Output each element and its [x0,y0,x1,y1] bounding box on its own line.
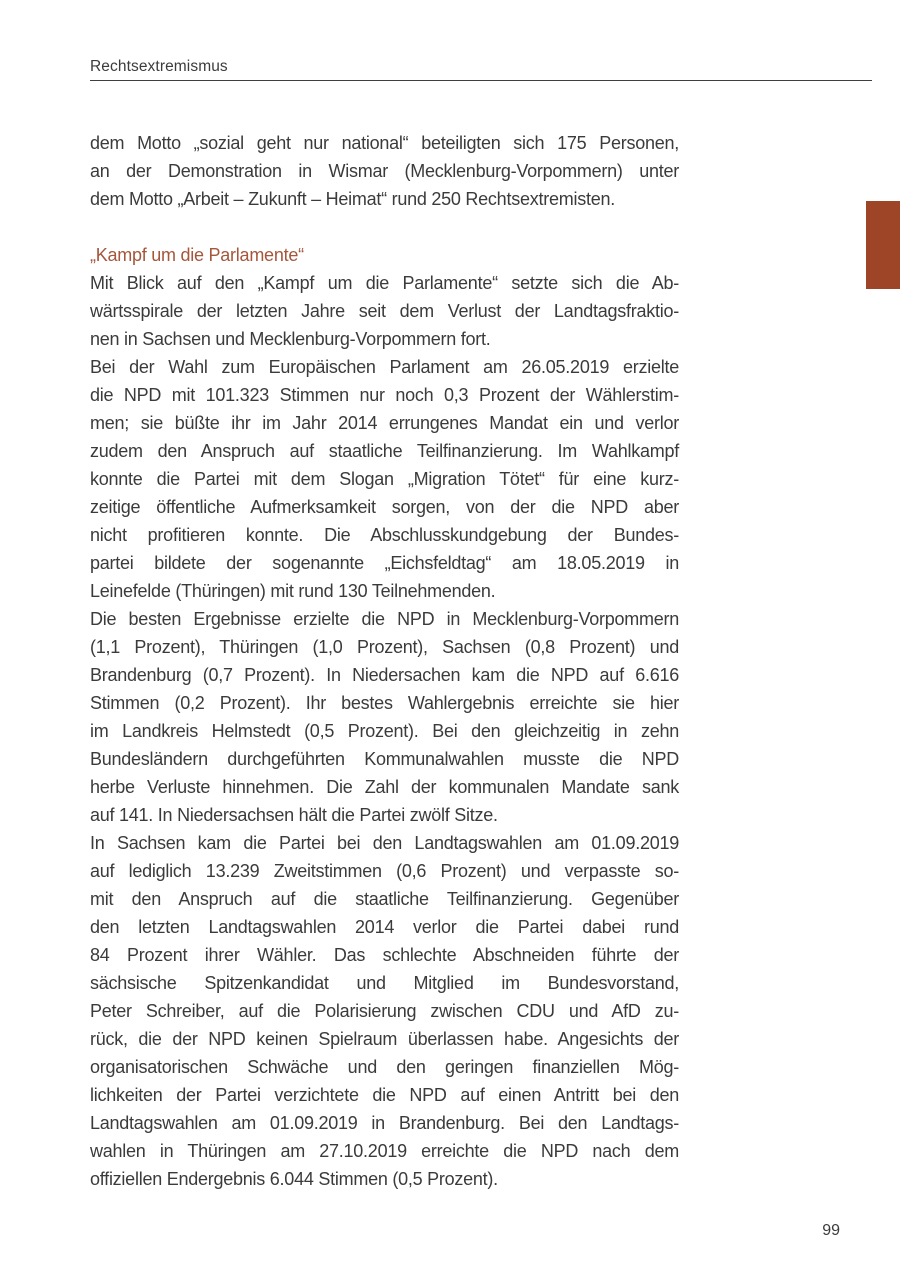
text-line: die NPD mit 101.323 Stimmen nur noch 0,3 Prozent der Wählerstim- [90,385,679,405]
text-line: Bei der Wahl zum Europäischen Parlament am 26.05.2019 erzielte [90,357,679,377]
page-body [90,129,679,1193]
text-line: Stimmen (0,2 Prozent). Ihr bestes Wahlergebnis erreichte sie hier [90,693,679,713]
text-line: men; sie büßte ihr im Jahr 2014 errungenes Mandat ein und verlor [90,413,679,433]
chapter-margin-tab [866,201,900,289]
text-line: mit den Anspruch auf die staatliche Teilfinanzierung. Gegenüber [90,889,679,909]
text-line: dem Motto „Arbeit – Zukunft – Heimat“ rund 250 Rechtsextremisten. [90,189,615,209]
text-line: an der Demonstration in Wismar (Mecklenburg-Vorpommern) unter [90,161,679,181]
text-line: Die besten Ergebnisse erzielte die NPD in Mecklenburg-Vorpommern [90,609,679,629]
text-line: herbe Verluste hinnehmen. Die Zahl der kommunalen Mandate sank [90,777,679,797]
text-line: zudem den Anspruch auf staatliche Teilfinanzierung. Im Wahlkampf [90,441,679,461]
text-line: organisatorischen Schwäche und den geringen finanziellen Mög- [90,1057,679,1077]
text-line: lichkeiten der Partei verzichtete die NPD auf einen Antritt bei den [90,1085,679,1105]
text-line: offiziellen Endergebnis 6.044 Stimmen (0,5 Prozent). [90,1169,498,1189]
text-line: sächsische Spitzenkandidat und Mitglied im Bundesvorstand, [90,973,679,993]
text-line: Landtagswahlen am 01.09.2019 in Brandenburg. Bei den Landtags- [90,1113,679,1133]
page-number: 99 [822,1222,840,1239]
text-line: 84 Prozent ihrer Wähler. Das schlechte Abschneiden führte der [90,945,679,965]
text-line: (1,1 Prozent), Thüringen (1,0 Prozent), Sachsen (0,8 Prozent) und [90,637,679,657]
text-line: nicht profitieren konnte. Die Abschlusskundgebung der Bundes- [90,525,679,545]
text-line: Brandenburg (0,7 Prozent). In Niedersachen kam die NPD auf 6.616 [90,665,679,685]
running-header: Rechtsextremismus [90,58,228,75]
text-line: wahlen in Thüringen am 27.10.2019 erreichte die NPD nach dem [90,1141,679,1161]
section-heading: „Kampf um die Parlamente“ [90,245,304,265]
blank-line [90,213,679,241]
text-line: In Sachsen kam die Partei bei den Landtagswahlen am 01.09.2019 [90,833,679,853]
text-line: Peter Schreiber, auf die Polarisierung zwischen CDU und AfD zu- [90,1001,679,1021]
text-line: Mit Blick auf den „Kampf um die Parlamente“ setzte sich die Ab- [90,273,679,293]
text-line: konnte die Partei mit dem Slogan „Migration Tötet“ für eine kurz- [90,469,679,489]
text-line: den letzten Landtagswahlen 2014 verlor die Partei dabei rund [90,917,679,937]
text-line: zeitige öffentliche Aufmerksamkeit sorgen, von der die NPD aber [90,497,679,517]
text-line: partei bildete der sogenannte „Eichsfeldtag“ am 18.05.2019 in [90,553,679,573]
text-line: im Landkreis Helmstedt (0,5 Prozent). Bei den gleichzeitig in zehn [90,721,679,741]
text-line: Leinefelde (Thüringen) mit rund 130 Teilnehmenden. [90,581,496,601]
text-line: auf 141. In Niedersachsen hält die Partei zwölf Sitze. [90,805,498,825]
text-line: dem Motto „sozial geht nur national“ beteiligten sich 175 Personen, [90,133,679,153]
header-rule [90,80,872,81]
text-line: nen in Sachsen und Mecklenburg-Vorpommern fort. [90,329,491,349]
text-line: auf lediglich 13.239 Zweitstimmen (0,6 Prozent) und verpasste so- [90,861,679,881]
text-line: Bundesländern durchgeführten Kommunalwahlen musste die NPD [90,749,679,769]
text-line: rück, die der NPD keinen Spielraum überlassen habe. Angesichts der [90,1029,679,1049]
text-line: wärtsspirale der letzten Jahre seit dem Verlust der Landtagsfraktio- [90,301,679,321]
